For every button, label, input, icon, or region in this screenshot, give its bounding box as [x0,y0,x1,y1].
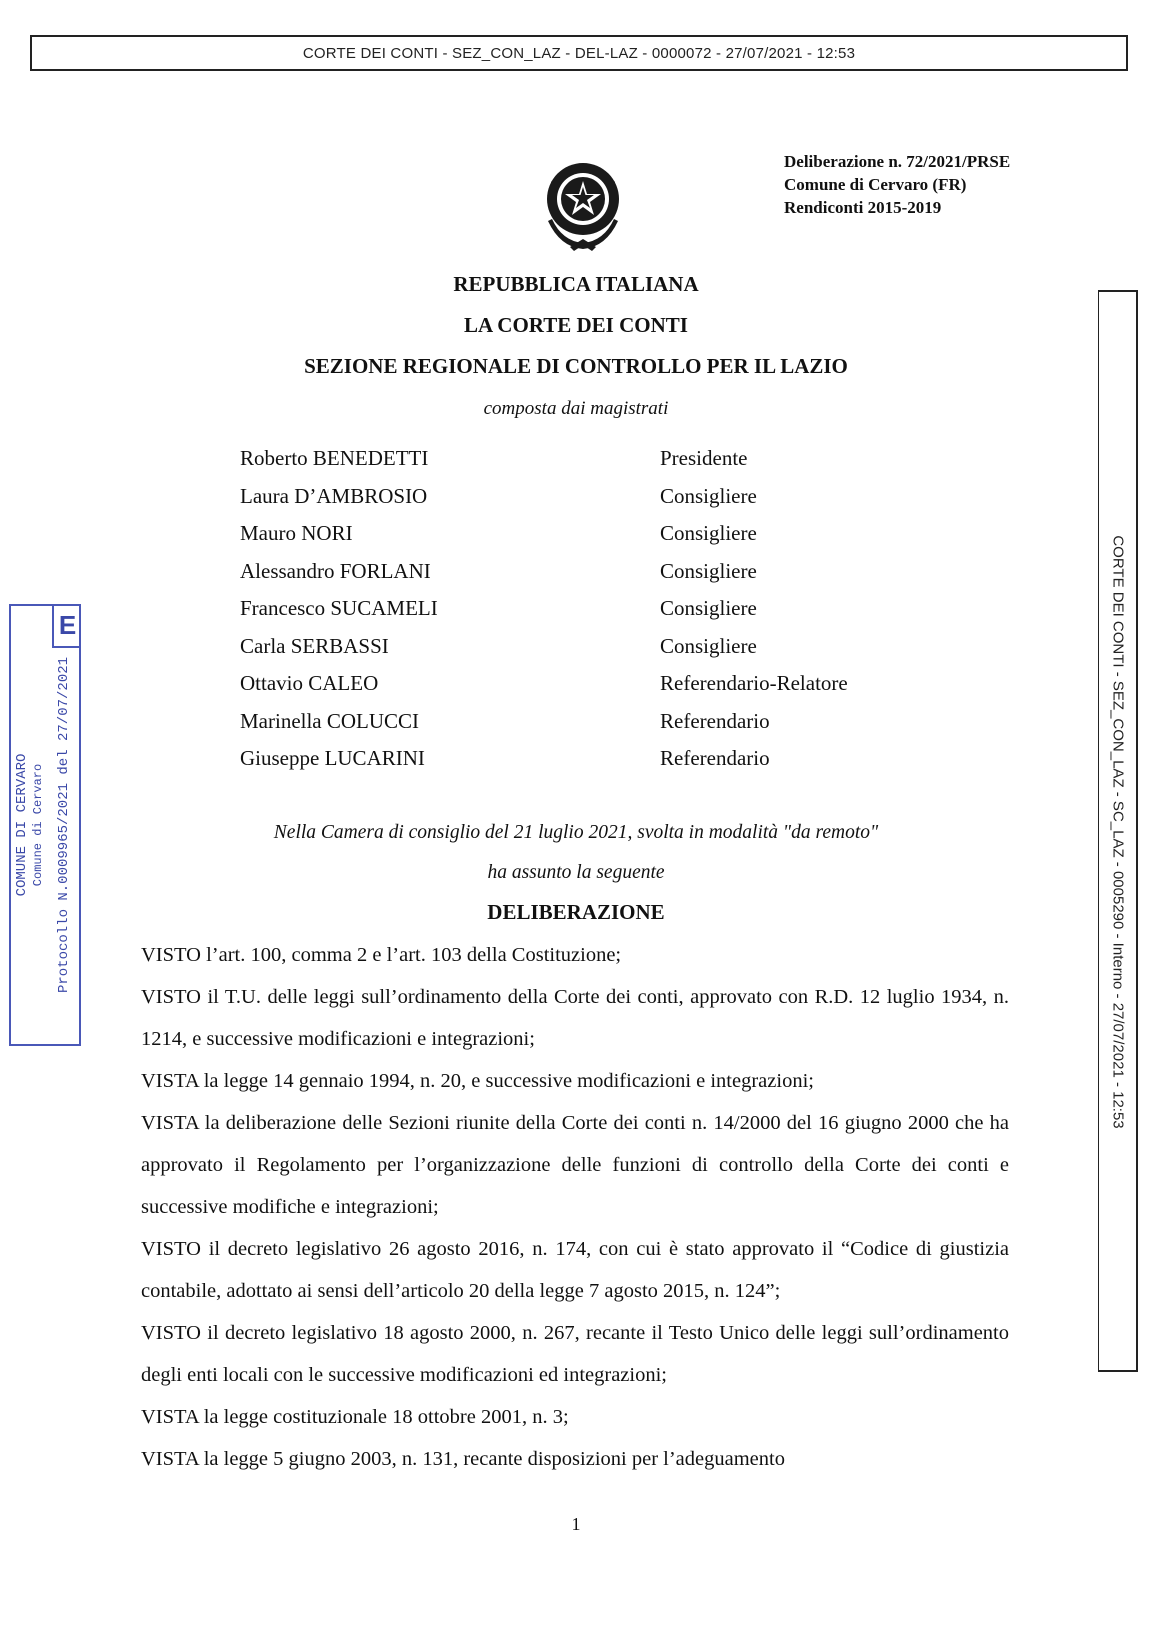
body-paragraph: VISTO il decreto legislativo 26 agosto 2016, n. 174, con cui è stato approvato il “Codice di giustizia contabile, adottato ai sensi dell’articolo 20 della legge 7 agosto 2015, n. 124”; [141,1238,1009,1302]
top-stamp-text: CORTE DEI CONTI - SEZ_CON_LAZ - DEL-LAZ - 0000072 - 27/07/2021 - 12:53 [302,44,856,62]
session-line-2: ha assunto la seguente [487,862,665,883]
deliberation-header [784,150,1010,219]
protocol-stamp-letter: E [52,604,81,648]
member-role: Consigliere [660,633,757,658]
deliberation-heading: DELIBERAZIONE [487,900,665,924]
deliberation-number: Deliberazione n. 72/2021/PRSE [784,152,1011,171]
top-registration-stamp [30,35,1128,71]
member-role: Consigliere [660,483,757,508]
member-role: Consigliere [660,558,757,583]
session-line: Nella Camera di consiglio del 21 luglio 2021, svolta in modalità "da remoto" [273,822,879,843]
italian-republic-emblem-icon [530,151,636,257]
protocol-stamp-line: Comune di Cervaro [31,763,45,887]
member-name: Mauro NORI [240,521,353,546]
member-role: Consigliere [660,596,757,621]
member-name: Alessandro FORLANI [240,558,431,583]
body-paragraph: VISTO il decreto legislativo 18 agosto 2000, n. 267, recante il Testo Unico delle leggi sull’ordinamento degli enti locali con le successive modificazioni ed integrazioni; [141,1322,1009,1386]
page-number: 1 [571,1514,581,1534]
protocol-stamp-line: Protocollo N.0009965/2021 del 27/07/2021 [56,656,72,994]
municipality-name: Comune di Cervaro (FR) [784,175,967,194]
body-paragraph: VISTA la legge 14 gennaio 1994, n. 20, e successive modificazioni e integrazioni; [141,1070,814,1092]
republic-title: REPUBBLICA ITALIANA [453,272,699,296]
composition-subtitle: composta dai magistrati [483,398,669,419]
body-paragraph: VISTA la deliberazione delle Sezioni riunite della Corte dei conti n. 14/2000 del 16 giugno 2000 che ha approvato il Regolamento per l’organizzazione delle funzioni di controllo della Corte dei conti e successive modifiche e integrazioni; [141,1112,1009,1218]
section-title: SEZIONE REGIONALE DI CONTROLLO PER IL LAZIO [304,354,848,378]
member-row [240,590,940,628]
member-name: Carla SERBASSI [240,633,389,658]
body-paragraph: VISTO l’art. 100, comma 2 e l’art. 103 della Costituzione; [141,944,622,966]
member-role: Consigliere [660,521,757,546]
member-row [240,515,940,553]
side-stamp-text: CORTE DEI CONTI - SEZ_CON_LAZ - SC_LAZ - 0005290 - Interno - 27/07/2021 - 12:53 [1109,535,1127,1129]
body-paragraph: VISTA la legge costituzionale 18 ottobre 2001, n. 3; [141,1406,569,1428]
member-row [240,440,940,478]
members-list [240,440,940,778]
body-paragraph: VISTO il T.U. delle leggi sull’ordinamento della Corte dei conti, approvato con R.D. 12 luglio 1934, n. 1214, e successive modificazioni e integrazioni; [141,986,1009,1050]
deliberation-body [141,934,1009,1480]
member-row [240,553,940,591]
member-row [240,665,940,703]
member-row [240,740,940,778]
member-name: Francesco SUCAMELI [240,596,438,621]
member-name: Laura D’AMBROSIO [240,483,428,508]
member-row [240,478,940,516]
member-role: Referendario [660,708,770,733]
member-row [240,628,940,666]
member-name: Giuseppe LUCARINI [240,746,425,771]
member-role: Presidente [660,446,748,471]
member-row [240,703,940,741]
member-name: Ottavio CALEO [240,671,379,696]
body-paragraph: VISTA la legge 5 giugno 2003, n. 131, recante disposizioni per l’adeguamento [141,1448,785,1470]
protocol-stamp-line: COMUNE DI CERVARO [14,753,30,897]
member-name: Marinella COLUCCI [240,708,420,733]
report-years: Rendiconti 2015-2019 [784,198,942,217]
member-role: Referendario-Relatore [660,671,848,696]
court-title: LA CORTE DEI CONTI [464,313,688,337]
member-name: Roberto BENEDETTI [240,446,429,471]
member-role: Referendario [660,746,770,771]
